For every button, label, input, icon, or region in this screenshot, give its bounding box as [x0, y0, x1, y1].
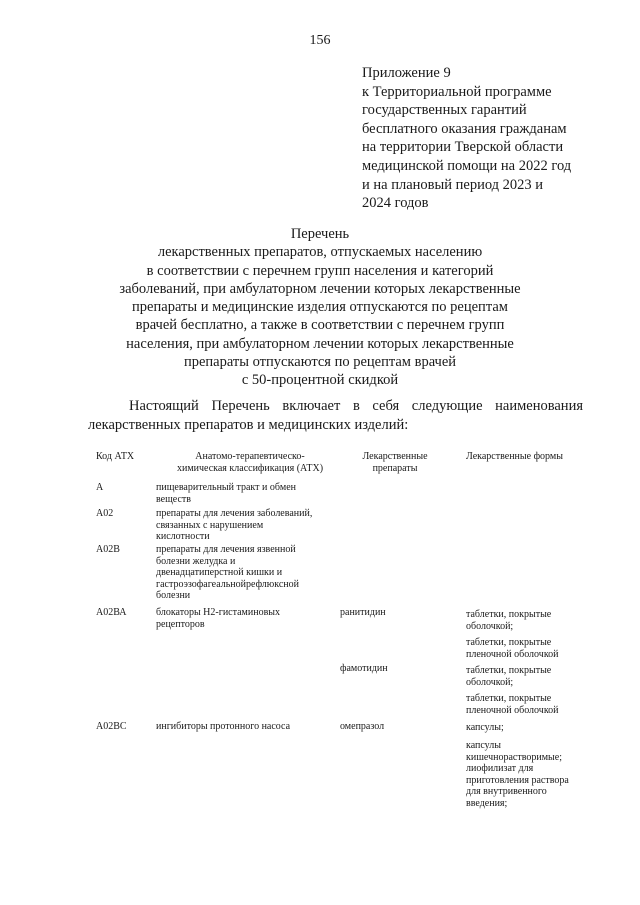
header-drugs-line: Лекарственные: [362, 451, 428, 462]
form-line: таблетки, покрытые: [466, 665, 552, 676]
classification-line: связанных с нарушением: [156, 519, 264, 531]
form-line: для внутривенного: [466, 786, 547, 798]
form-line: пленочной оболочкой: [466, 648, 559, 660]
classification-line: болезни желудка и: [156, 555, 236, 567]
cell-code: А02ВС: [96, 721, 127, 732]
appendix-block: [362, 64, 632, 213]
classification-line: болезни: [156, 590, 191, 602]
cell-form: [466, 609, 591, 632]
appendix-line: 2024 годов: [362, 195, 429, 212]
cell-form: [466, 722, 591, 734]
cell-classification: [156, 482, 338, 505]
form-line: введения;: [466, 797, 508, 809]
cell-form: [466, 665, 591, 688]
classification-line: веществ: [156, 493, 192, 505]
title-line: лекарственных препаратов, отпускаемых населению: [157, 244, 483, 261]
classification-line: препараты для лечения заболеваний,: [156, 508, 313, 519]
title-heading: Перечень: [290, 226, 350, 242]
title-line: в соответствии с перечнем групп населения и категорий: [146, 262, 494, 279]
title-line: населения, при амбулаторном лечении которых лекарственные: [126, 335, 514, 352]
intro-line: Настоящий Перечень включает в себя следующие наименования: [129, 398, 583, 414]
title-line: врачей бесплатно, а также в соответствии с перечнем групп: [135, 317, 505, 334]
form-line: оболочкой;: [466, 620, 514, 632]
classification-line: блокаторы Н2-гистаминовых: [156, 607, 281, 618]
form-line: лиофилизат для: [466, 763, 534, 775]
header-classification-line: химическая классификация (АТХ): [176, 462, 324, 474]
title-line: препараты и медицинские изделия отпускаются по рецептам: [132, 299, 508, 316]
form-line: таблетки, покрытые: [466, 609, 552, 620]
header-drugs: [345, 451, 445, 474]
cell-classification: [156, 508, 338, 543]
classification-line: пищеварительный тракт и обмен: [156, 482, 296, 493]
document-title: [100, 225, 540, 390]
classification-line: кислотности: [156, 531, 210, 543]
cell-drug: ранитидин: [340, 607, 386, 618]
intro-paragraph: [88, 397, 583, 435]
classification-line: гастроэзофагеальнойрефлюксной: [156, 578, 300, 590]
header-code: Код АТХ: [96, 451, 135, 462]
appendix-line: к Территориальной программе: [362, 83, 552, 100]
cell-code: А02: [96, 508, 114, 519]
form-line: приготовления раствора: [466, 774, 569, 786]
title-line: с 50-процентной скидкой: [241, 372, 399, 389]
cell-code: А02В: [96, 544, 120, 555]
form-line: таблетки, покрытые: [466, 637, 552, 648]
title-line: заболеваний, при амбулаторном лечении которых лекарственные: [119, 280, 521, 297]
header-forms: Лекарственные формы: [466, 451, 563, 462]
page-number: 156: [309, 33, 331, 48]
appendix-line: государственных гарантий: [362, 102, 527, 119]
appendix-line: бесплатного оказания гражданам: [362, 120, 567, 137]
header-classification-line: Анатомо-терапевтическо-: [195, 451, 305, 462]
title-line: препараты отпускаются по рецептам врачей: [183, 354, 457, 371]
cell-code: А02ВА: [96, 607, 127, 618]
appendix-line: медицинской помощи на 2022 год: [362, 157, 572, 174]
classification-line: препараты для лечения язвенной: [156, 544, 296, 555]
cell-code: А: [96, 482, 104, 493]
cell-classification: [156, 607, 338, 630]
form-line: кишечнорастворимые;: [466, 751, 562, 763]
cell-drug: омепразол: [340, 721, 385, 732]
cell-form: [466, 637, 591, 660]
cell-drug: фамотидин: [340, 663, 388, 674]
form-line: таблетки, покрытые: [466, 693, 552, 704]
form-line: оболочкой;: [466, 676, 514, 688]
classification-line: рецепторов: [156, 618, 205, 630]
classification-line: ингибиторы протонного насоса: [156, 721, 291, 732]
cell-form: [466, 740, 591, 810]
header-classification: [150, 451, 350, 474]
cell-classification: [156, 544, 338, 602]
cell-classification: [156, 721, 338, 733]
form-line: капсулы;: [466, 722, 504, 733]
appendix-line: на территории Тверской области: [362, 139, 564, 156]
intro-line: лекарственных препаратов и медицинских изделий:: [88, 417, 409, 433]
appendix-line: и на плановый период 2023 и: [362, 176, 544, 193]
cell-form: [466, 693, 591, 716]
header-drugs-line: препараты: [372, 462, 418, 474]
classification-line: двенадцатиперстной кишки и: [156, 567, 283, 579]
form-line: пленочной оболочкой: [466, 704, 559, 716]
appendix-line: Приложение 9: [362, 65, 451, 81]
form-line: капсулы: [466, 740, 501, 751]
